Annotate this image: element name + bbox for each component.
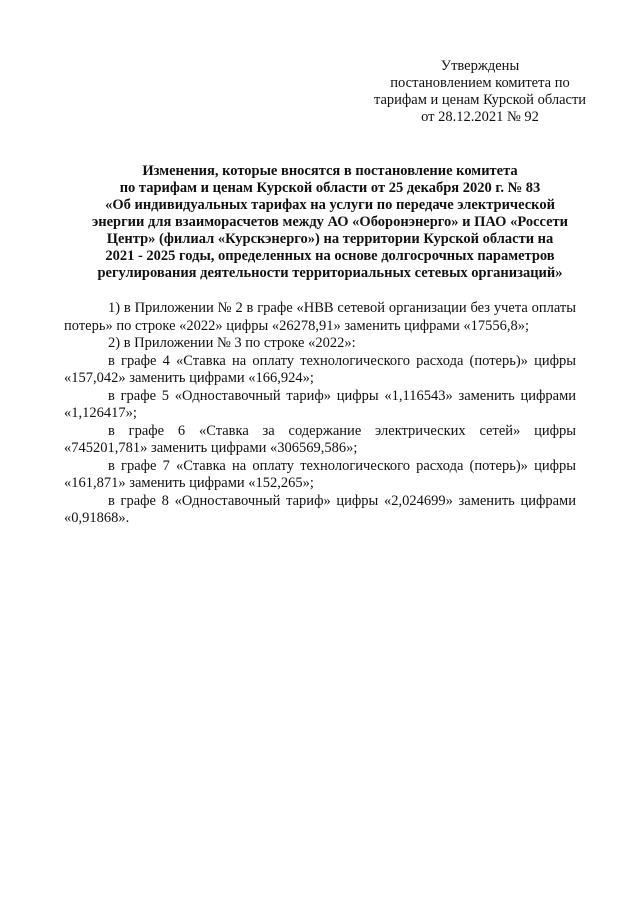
title-line: регулирования деятельности территориальных сетевых организаций» (97, 265, 563, 281)
body-paragraph-column-4: в графе 4 «Ставка на оплату технологического расхода (потерь)» цифры «157,042» заменить цифрами «166,924»; (64, 352, 576, 386)
body-paragraph-appendix-2: 1) в Приложении № 2 в графе «НВВ сетевой организации без учета оплаты потерь» по строке «2022» цифры «26278,91» заменить цифрами «17556,8»; (64, 300, 576, 334)
title-line: 2021 - 2025 годы, определенных на основе долгосрочных параметров (105, 248, 555, 264)
approval-line: тарифам и ценам Курской области (373, 92, 587, 108)
title-line: «Об индивидуальных тарифах на услуги по передаче электрической (105, 197, 555, 213)
approval-line: постановлением комитета по (390, 75, 570, 91)
body-paragraph-column-6: в графе 6 «Ставка за содержание электрических сетей» цифры «745201,781» заменить цифрами «306569,586»; (64, 422, 576, 456)
body-paragraph-appendix-3: 2) в Приложении № 3 по строке «2022»: (108, 335, 356, 351)
title-line: Центр» (филиал «Курскэнерго») на территории Курской области на (106, 231, 554, 247)
document-title (60, 163, 600, 282)
approval-line: Утверждены (440, 58, 520, 74)
document-body (64, 300, 576, 528)
approval-date-line: от 28.12.2021 № 92 (421, 109, 539, 125)
body-paragraph-column-7: в графе 7 «Ставка на оплату технологического расхода (потерь)» цифры «161,871» заменить цифрами «152,265»; (64, 457, 576, 491)
approval-block (340, 58, 620, 126)
title-line: энергии для взаиморасчетов между АО «Оборонэнерго» и ПАО «Россети (91, 214, 569, 230)
body-paragraph-column-8: в графе 8 «Одноставочный тариф» цифры «2,024699» заменить цифрами «0,91868». (64, 492, 576, 526)
body-paragraph-column-5: в графе 5 «Одноставочный тариф» цифры «1,116543» заменить цифрами «1,126417»; (64, 387, 576, 421)
title-line: Изменения, которые вносятся в постановление комитета (142, 163, 518, 179)
title-line: по тарифам и ценам Курской области от 25 декабря 2020 г. № 83 (119, 180, 541, 196)
